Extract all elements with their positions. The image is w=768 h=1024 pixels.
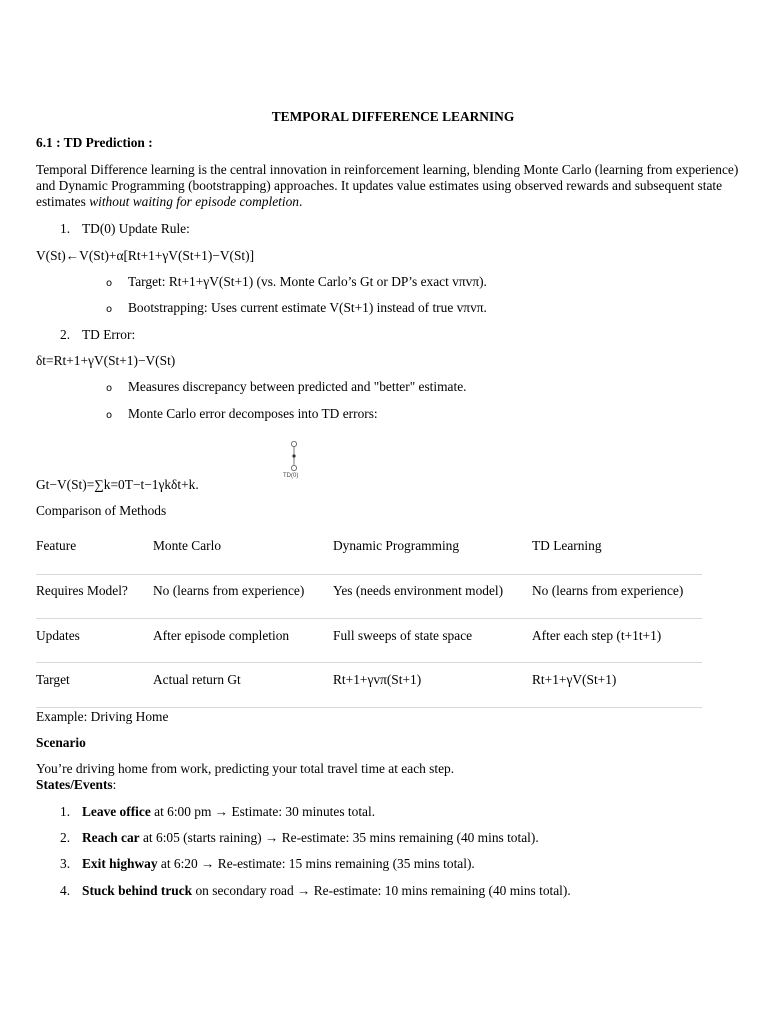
table-cell: Rt+1+γV(St+1) xyxy=(532,672,617,687)
backup-diagram-graphic xyxy=(280,438,310,474)
bullet-text: Monte Carlo error decomposes into TD errors: xyxy=(128,406,378,421)
bullet-item xyxy=(106,300,487,317)
states-heading-label: States/Events xyxy=(36,777,113,792)
event-name: Stuck behind truck xyxy=(82,883,193,898)
bullet-text: Measures discrepancy between predicted and "better" estimate. xyxy=(128,379,467,394)
table-divider xyxy=(36,618,702,619)
intro-italic: without waiting for episode completion xyxy=(89,194,299,209)
bullet-item xyxy=(106,274,487,291)
event-item xyxy=(60,804,375,821)
table-cell: After each step (t+1t+1) xyxy=(532,628,662,643)
event-detail: at 6:20 → Re-estimate: 15 mins remaining (35 mins total). xyxy=(157,856,475,871)
intro-end: . xyxy=(298,194,303,209)
list-item-label: TD(0) Update Rule: xyxy=(82,221,190,236)
bullet-item xyxy=(106,406,378,423)
example-title: Example: Driving Home xyxy=(36,709,169,724)
bullet-text: Target: Rt+1+γV(St+1) (vs. Monte Carlo’s Gt or DP’s exact vπvπ). xyxy=(128,274,487,289)
event-detail: at 6:05 (starts raining) → Re-estimate: 35 mins remaining (40 mins total). xyxy=(139,830,539,845)
table-cell: No (learns from experience) xyxy=(153,583,305,598)
list-number: 2. xyxy=(60,830,71,845)
event-item xyxy=(60,830,539,847)
list-number: 1. xyxy=(60,804,71,819)
table-header-cell: TD Learning xyxy=(532,538,602,553)
scenario-heading: Scenario xyxy=(36,735,86,750)
table-divider xyxy=(36,574,702,575)
bullet-icon: o xyxy=(106,304,113,315)
event-name: Leave office xyxy=(82,804,151,819)
td-error-formula: δt=Rt+1+γV(St+1)−V(St) xyxy=(36,353,176,368)
td-update-formula: V(St)←V(St)+α[Rt+1+γV(St+1)−V(St)] xyxy=(36,248,255,263)
intro-text: Temporal Difference learning is the central innovation in reinforcement learning, blending Monte Carlo (learning from experience) and Dynamic Programming (bootstrapping) approaches. It updates value estimates using observed rewards and subsequent state estimates xyxy=(36,162,739,209)
page-title: TEMPORAL DIFFERENCE LEARNING xyxy=(271,109,515,124)
event-name: Exit highway xyxy=(82,856,158,871)
figure-label: TD(0) xyxy=(283,473,299,479)
states-heading xyxy=(36,777,116,794)
list-item-label: TD Error: xyxy=(82,327,136,342)
list-number: 2. xyxy=(60,327,71,342)
mc-error-formula: Gt−V(St)=∑k=0T−t−1γkδt+k. xyxy=(36,477,199,492)
td0-backup-diagram xyxy=(280,438,310,486)
table-divider xyxy=(36,662,702,663)
event-detail: at 6:00 pm → Estimate: 30 minutes total. xyxy=(150,804,376,819)
bullet-icon: o xyxy=(106,410,113,421)
table-cell: Requires Model? xyxy=(36,583,128,598)
table-header-cell: Monte Carlo xyxy=(153,538,222,553)
table-header-cell: Feature xyxy=(36,538,77,553)
section-heading: 6.1 : TD Prediction : xyxy=(36,135,153,150)
table-cell: Yes (needs environment model) xyxy=(333,583,504,598)
comparison-title: Comparison of Methods xyxy=(36,503,167,518)
bullet-icon: o xyxy=(106,383,113,394)
list-number: 3. xyxy=(60,856,71,871)
table-divider xyxy=(36,707,702,708)
table-cell: No (learns from experience) xyxy=(532,583,684,598)
event-name: Reach car xyxy=(82,830,140,845)
event-item xyxy=(60,856,475,873)
table-cell: Rt+1+γvπ(St+1) xyxy=(333,672,422,687)
scenario-text: You’re driving home from work, predicting your total travel time at each step. xyxy=(36,761,455,776)
event-item xyxy=(60,883,571,900)
list-number: 1. xyxy=(60,221,71,236)
bullet-icon: o xyxy=(106,278,113,289)
bullet-item xyxy=(106,379,467,396)
list-item xyxy=(60,327,135,344)
table-cell: Target xyxy=(36,672,70,687)
table-cell: Updates xyxy=(36,628,80,643)
table-cell: Actual return Gt xyxy=(153,672,241,687)
list-item xyxy=(60,221,190,238)
table-header-cell: Dynamic Programming xyxy=(333,538,460,553)
table-cell: Full sweeps of state space xyxy=(333,628,473,643)
table-cell: After episode completion xyxy=(153,628,290,643)
intro-paragraph xyxy=(36,162,742,210)
bullet-text: Bootstrapping: Uses current estimate V(St+1) instead of true vπvπ. xyxy=(128,300,487,315)
states-heading-colon: : xyxy=(112,777,117,792)
event-detail: on secondary road → Re-estimate: 10 mins remaining (40 mins total). xyxy=(192,883,571,898)
list-number: 4. xyxy=(60,883,71,898)
